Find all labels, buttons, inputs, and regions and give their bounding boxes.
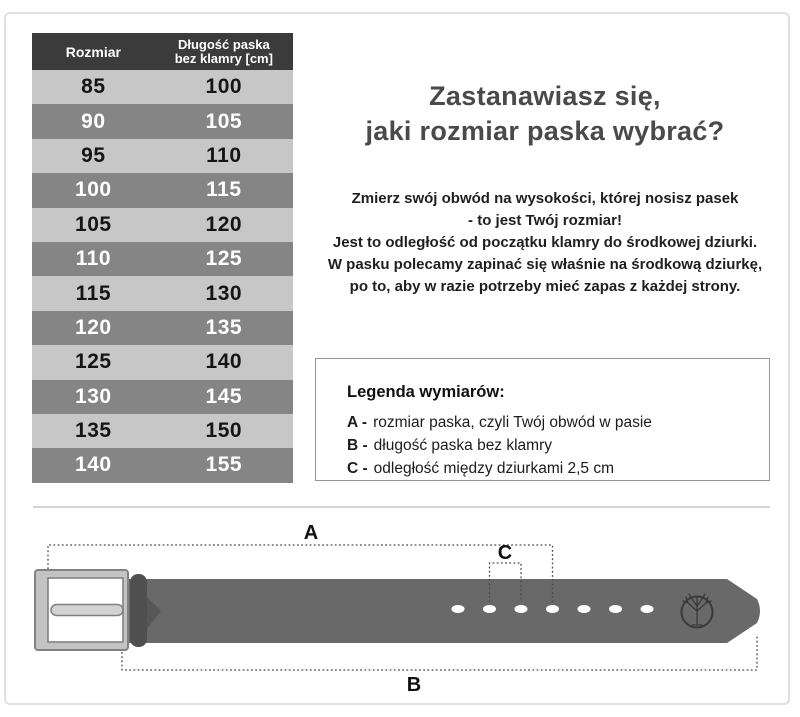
cell-length: 120 — [205, 212, 243, 236]
legend-item — [347, 457, 759, 480]
cell-size: 115 — [75, 281, 112, 305]
header-cell-size: Rozmiar — [65, 43, 121, 60]
paragraph-line: - to jest Twój rozmiar! — [468, 212, 622, 229]
cell-length: 155 — [205, 453, 243, 477]
paragraph-line: W pasku polecamy zapinać się właśnie na środkową dziurkę, — [327, 256, 763, 273]
cell-size: 90 — [81, 109, 106, 133]
paragraph-line: Jest to odległość od początku klamry do środkowej dziurki. — [332, 234, 758, 251]
table-row — [32, 345, 293, 379]
belt-hole — [609, 605, 622, 613]
table-row — [32, 104, 293, 138]
cell-size: 130 — [75, 384, 112, 408]
cell-length: 140 — [205, 350, 243, 374]
table-row — [32, 448, 293, 482]
table-row — [32, 173, 293, 207]
legend-items — [347, 411, 759, 480]
belt-strap — [126, 579, 760, 643]
legend-key: C - — [347, 460, 368, 477]
legend-text: rozmiar paska, czyli Twój obwód w pasie — [373, 414, 652, 431]
cell-size: 125 — [75, 350, 112, 374]
buckle-prong — [51, 605, 123, 616]
cell-length: 150 — [205, 419, 243, 443]
cell-size: 95 — [81, 143, 106, 167]
legend-item — [347, 434, 759, 457]
heading-line-2: jaki rozmiar paska wybrać? — [365, 116, 725, 146]
cell-length: 130 — [205, 281, 243, 305]
table-body — [32, 70, 293, 483]
cell-size: 110 — [75, 247, 112, 271]
paragraph-line: Zmierz swój obwód na wysokości, której nosisz pasek — [351, 190, 739, 207]
table-row — [32, 380, 293, 414]
table-row — [32, 242, 293, 276]
cell-size: 105 — [75, 212, 112, 236]
dimension-label-a: A — [303, 522, 319, 544]
cell-length: 145 — [205, 384, 243, 408]
cell-length: 110 — [206, 143, 242, 167]
cell-size: 120 — [75, 315, 112, 339]
belt-hole — [515, 605, 528, 613]
belt-hole — [483, 605, 496, 613]
header-cell-length — [155, 38, 293, 66]
table-row — [32, 311, 293, 345]
belt-hole — [452, 605, 465, 613]
legend-item — [347, 411, 759, 434]
paragraph-line: po to, aby w razie potrzeby mieć zapas z każdej strony. — [349, 278, 741, 295]
cell-length: 135 — [205, 315, 243, 339]
cell-length: 100 — [205, 75, 243, 99]
intro-paragraph — [300, 188, 790, 298]
dimension-label-b: B — [406, 674, 422, 696]
header-length-line1: Długość paska — [177, 36, 270, 52]
belt-hole — [641, 605, 654, 613]
table-row — [32, 70, 293, 104]
legend-key: B - — [347, 437, 368, 454]
size-table — [32, 33, 293, 483]
table-header — [32, 33, 293, 70]
table-row — [32, 208, 293, 242]
belt-hole — [546, 605, 559, 613]
legend-text: długość paska bez klamry — [373, 437, 553, 454]
cell-length: 125 — [205, 247, 243, 271]
cell-length: 115 — [206, 178, 242, 202]
belt-hole — [578, 605, 591, 613]
cell-length: 105 — [205, 109, 243, 133]
legend-title: Legenda wymiarów: — [347, 383, 505, 401]
table-row — [32, 276, 293, 310]
cell-size: 100 — [75, 178, 112, 202]
header-length-line2: bez klamry [cm] — [174, 50, 273, 66]
cell-size: 135 — [75, 419, 112, 443]
legend-box — [315, 358, 770, 481]
cell-size: 85 — [81, 75, 106, 99]
table-row — [32, 139, 293, 173]
belt-diagram — [0, 505, 800, 717]
heading-line-1: Zastanawiasz się, — [429, 81, 661, 111]
belt-loop — [130, 574, 147, 647]
table-row — [32, 414, 293, 448]
dimension-label-c: C — [497, 542, 513, 564]
legend-key: A - — [347, 414, 368, 431]
intro-heading — [305, 79, 785, 149]
cell-size: 140 — [75, 453, 112, 477]
legend-text: odległość między dziurkami 2,5 cm — [373, 460, 615, 477]
